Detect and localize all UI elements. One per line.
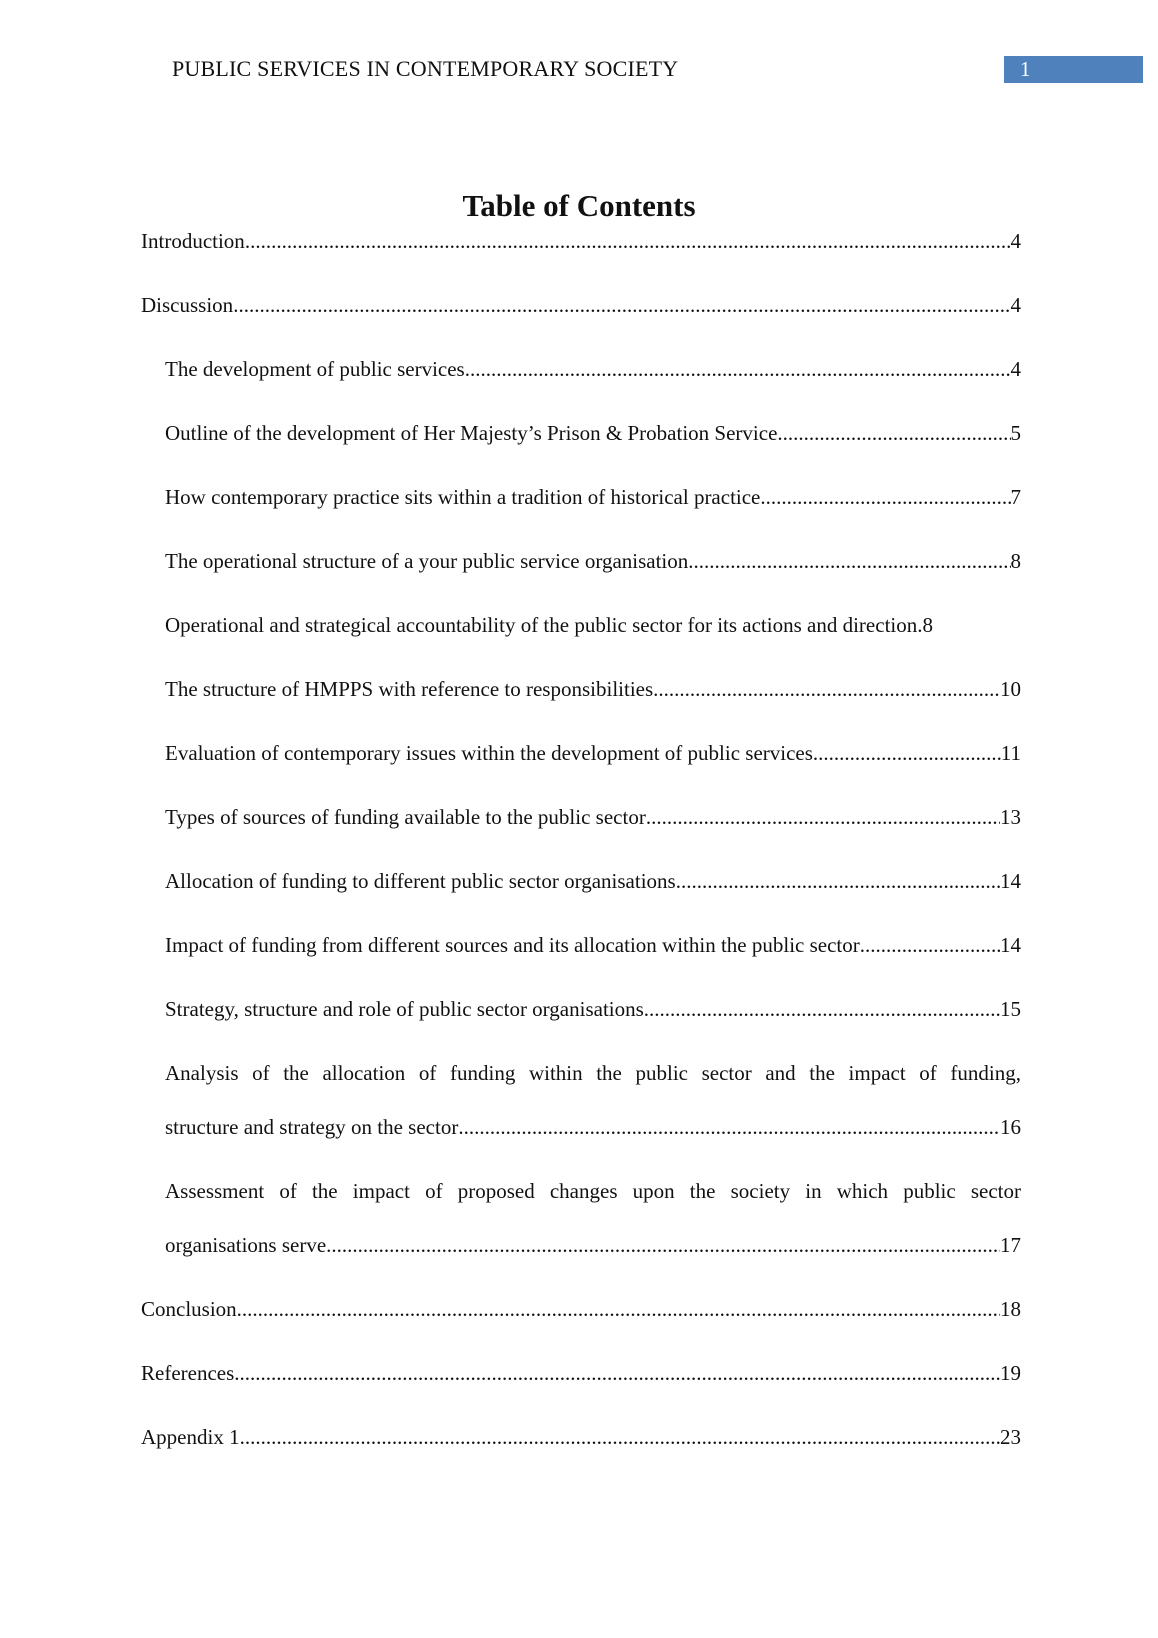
dot-leader <box>237 1296 1000 1322</box>
dot-leader <box>676 868 1000 894</box>
toc-entry-page: 16 <box>1000 1115 1021 1139</box>
toc-entry-page: 4 <box>1010 229 1021 253</box>
toc-entry-page: 19 <box>1000 1361 1021 1385</box>
toc-entry-text: Conclusion <box>141 1297 237 1321</box>
table-of-contents <box>141 228 1021 1488</box>
toc-entry-text: Types of sources of funding available to the public sector <box>165 805 646 829</box>
toc-entry-conclusion[interactable] <box>141 1296 1021 1322</box>
dot-leader <box>646 804 1000 830</box>
dot-leader <box>813 740 1001 766</box>
toc-entry-funding-sources[interactable] <box>141 804 1021 830</box>
toc-entry-text-line1: Analysis of the allocation of funding within the public sector and the impact of funding, <box>165 1061 1021 1085</box>
toc-entry-text: How contemporary practice sits within a tradition of historical practice <box>165 485 761 509</box>
toc-entry-page: 4 <box>1010 357 1021 381</box>
toc-entry-text: Evaluation of contemporary issues within the development of public services <box>165 741 813 765</box>
toc-entry-discussion[interactable] <box>141 292 1021 318</box>
toc-entry-text-line2: structure and strategy on the sector <box>165 1115 459 1139</box>
toc-entry-strategy-structure-role[interactable] <box>141 996 1021 1022</box>
toc-entry-text: Discussion <box>141 293 234 317</box>
toc-entry-introduction[interactable] <box>141 228 1021 254</box>
toc-entry-text: Impact of funding from different sources and its allocation within the public sector <box>165 933 860 957</box>
toc-entry-hmpps-structure[interactable] <box>141 676 1021 702</box>
toc-entry-references[interactable] <box>141 1360 1021 1386</box>
toc-entry-line2 <box>165 1114 1021 1140</box>
toc-entry-text-line1: Assessment of the impact of proposed changes upon the society in which public sector <box>165 1179 1021 1203</box>
toc-entry-text: The development of public services <box>165 357 465 381</box>
toc-entry-text-line2: organisations serve <box>165 1233 327 1257</box>
page-number: 1 <box>1004 56 1143 83</box>
toc-entry-page: 23 <box>1000 1425 1021 1449</box>
toc-entry-text: The operational structure of a your public service organisation <box>165 549 689 573</box>
toc-entry-page: 13 <box>1000 805 1021 829</box>
toc-entry-page: 18 <box>1000 1297 1021 1321</box>
dot-leader <box>860 932 1000 958</box>
toc-entry-page: 10 <box>1000 677 1021 701</box>
toc-entry-page: 4 <box>1010 293 1021 317</box>
toc-entry-funding-allocation[interactable] <box>141 868 1021 894</box>
toc-entry-contemporary-issues[interactable] <box>141 740 1021 766</box>
toc-entry-page: 14 <box>1000 869 1021 893</box>
toc-entry-line2 <box>165 1232 1021 1258</box>
toc-entry-funding-impact[interactable] <box>141 932 1021 958</box>
toc-entry-contemporary-practice[interactable] <box>141 484 1021 510</box>
toc-entry-appendix-1[interactable] <box>141 1424 1021 1450</box>
toc-entry-text: Allocation of funding to different public sector organisations <box>165 869 676 893</box>
dot-leader <box>458 1114 1000 1140</box>
toc-entry-page: .8 <box>917 613 933 637</box>
dot-leader <box>240 1424 1000 1450</box>
dot-leader <box>760 484 1010 510</box>
dot-leader <box>465 356 1011 382</box>
toc-entry-text: Strategy, structure and role of public sector organisations <box>165 997 644 1021</box>
dot-leader <box>777 420 1010 446</box>
dot-leader <box>245 228 1011 254</box>
toc-entry-page: 17 <box>1000 1233 1021 1257</box>
running-head: PUBLIC SERVICES IN CONTEMPORARY SOCIETY <box>172 56 679 81</box>
toc-entry-operational-structure[interactable] <box>141 548 1021 574</box>
toc-entry-page-number: 8 <box>922 613 933 637</box>
toc-entry-page: 8 <box>1010 549 1021 573</box>
toc-entry-text: The structure of HMPPS with reference to responsibilities <box>165 677 654 701</box>
toc-entry-page: 15 <box>1000 997 1021 1021</box>
toc-entry-text: Introduction <box>141 229 245 253</box>
dot-leader <box>233 292 1010 318</box>
toc-entry-outline-hmpps[interactable] <box>141 420 1021 446</box>
toc-entry-page: 11 <box>1000 741 1021 765</box>
toc-entry-text: Operational and strategical accountability of the public sector for its actions and direction <box>165 613 918 637</box>
dot-leader <box>688 548 1010 574</box>
toc-entry-page: 14 <box>1000 933 1021 957</box>
toc-entry-text: Outline of the development of Her Majesty’s Prison & Probation Service <box>165 421 778 445</box>
toc-entry-page: 5 <box>1010 421 1021 445</box>
dot-leader <box>234 1360 1000 1386</box>
dot-leader <box>644 996 1000 1022</box>
page-header <box>0 0 1158 100</box>
toc-entry-accountability[interactable] <box>141 612 1021 638</box>
toc-entry-text: Appendix 1 <box>141 1425 240 1449</box>
toc-entry-funding-analysis[interactable] <box>141 1060 1021 1140</box>
toc-entry-text: References <box>141 1361 235 1385</box>
toc-entry-page: 7 <box>1010 485 1021 509</box>
dot-leader <box>326 1232 1000 1258</box>
toc-entry-development-of-public-services[interactable] <box>141 356 1021 382</box>
toc-entry-proposed-changes[interactable] <box>141 1178 1021 1258</box>
toc-title: Table of Contents <box>462 188 696 223</box>
dot-leader <box>653 676 1000 702</box>
